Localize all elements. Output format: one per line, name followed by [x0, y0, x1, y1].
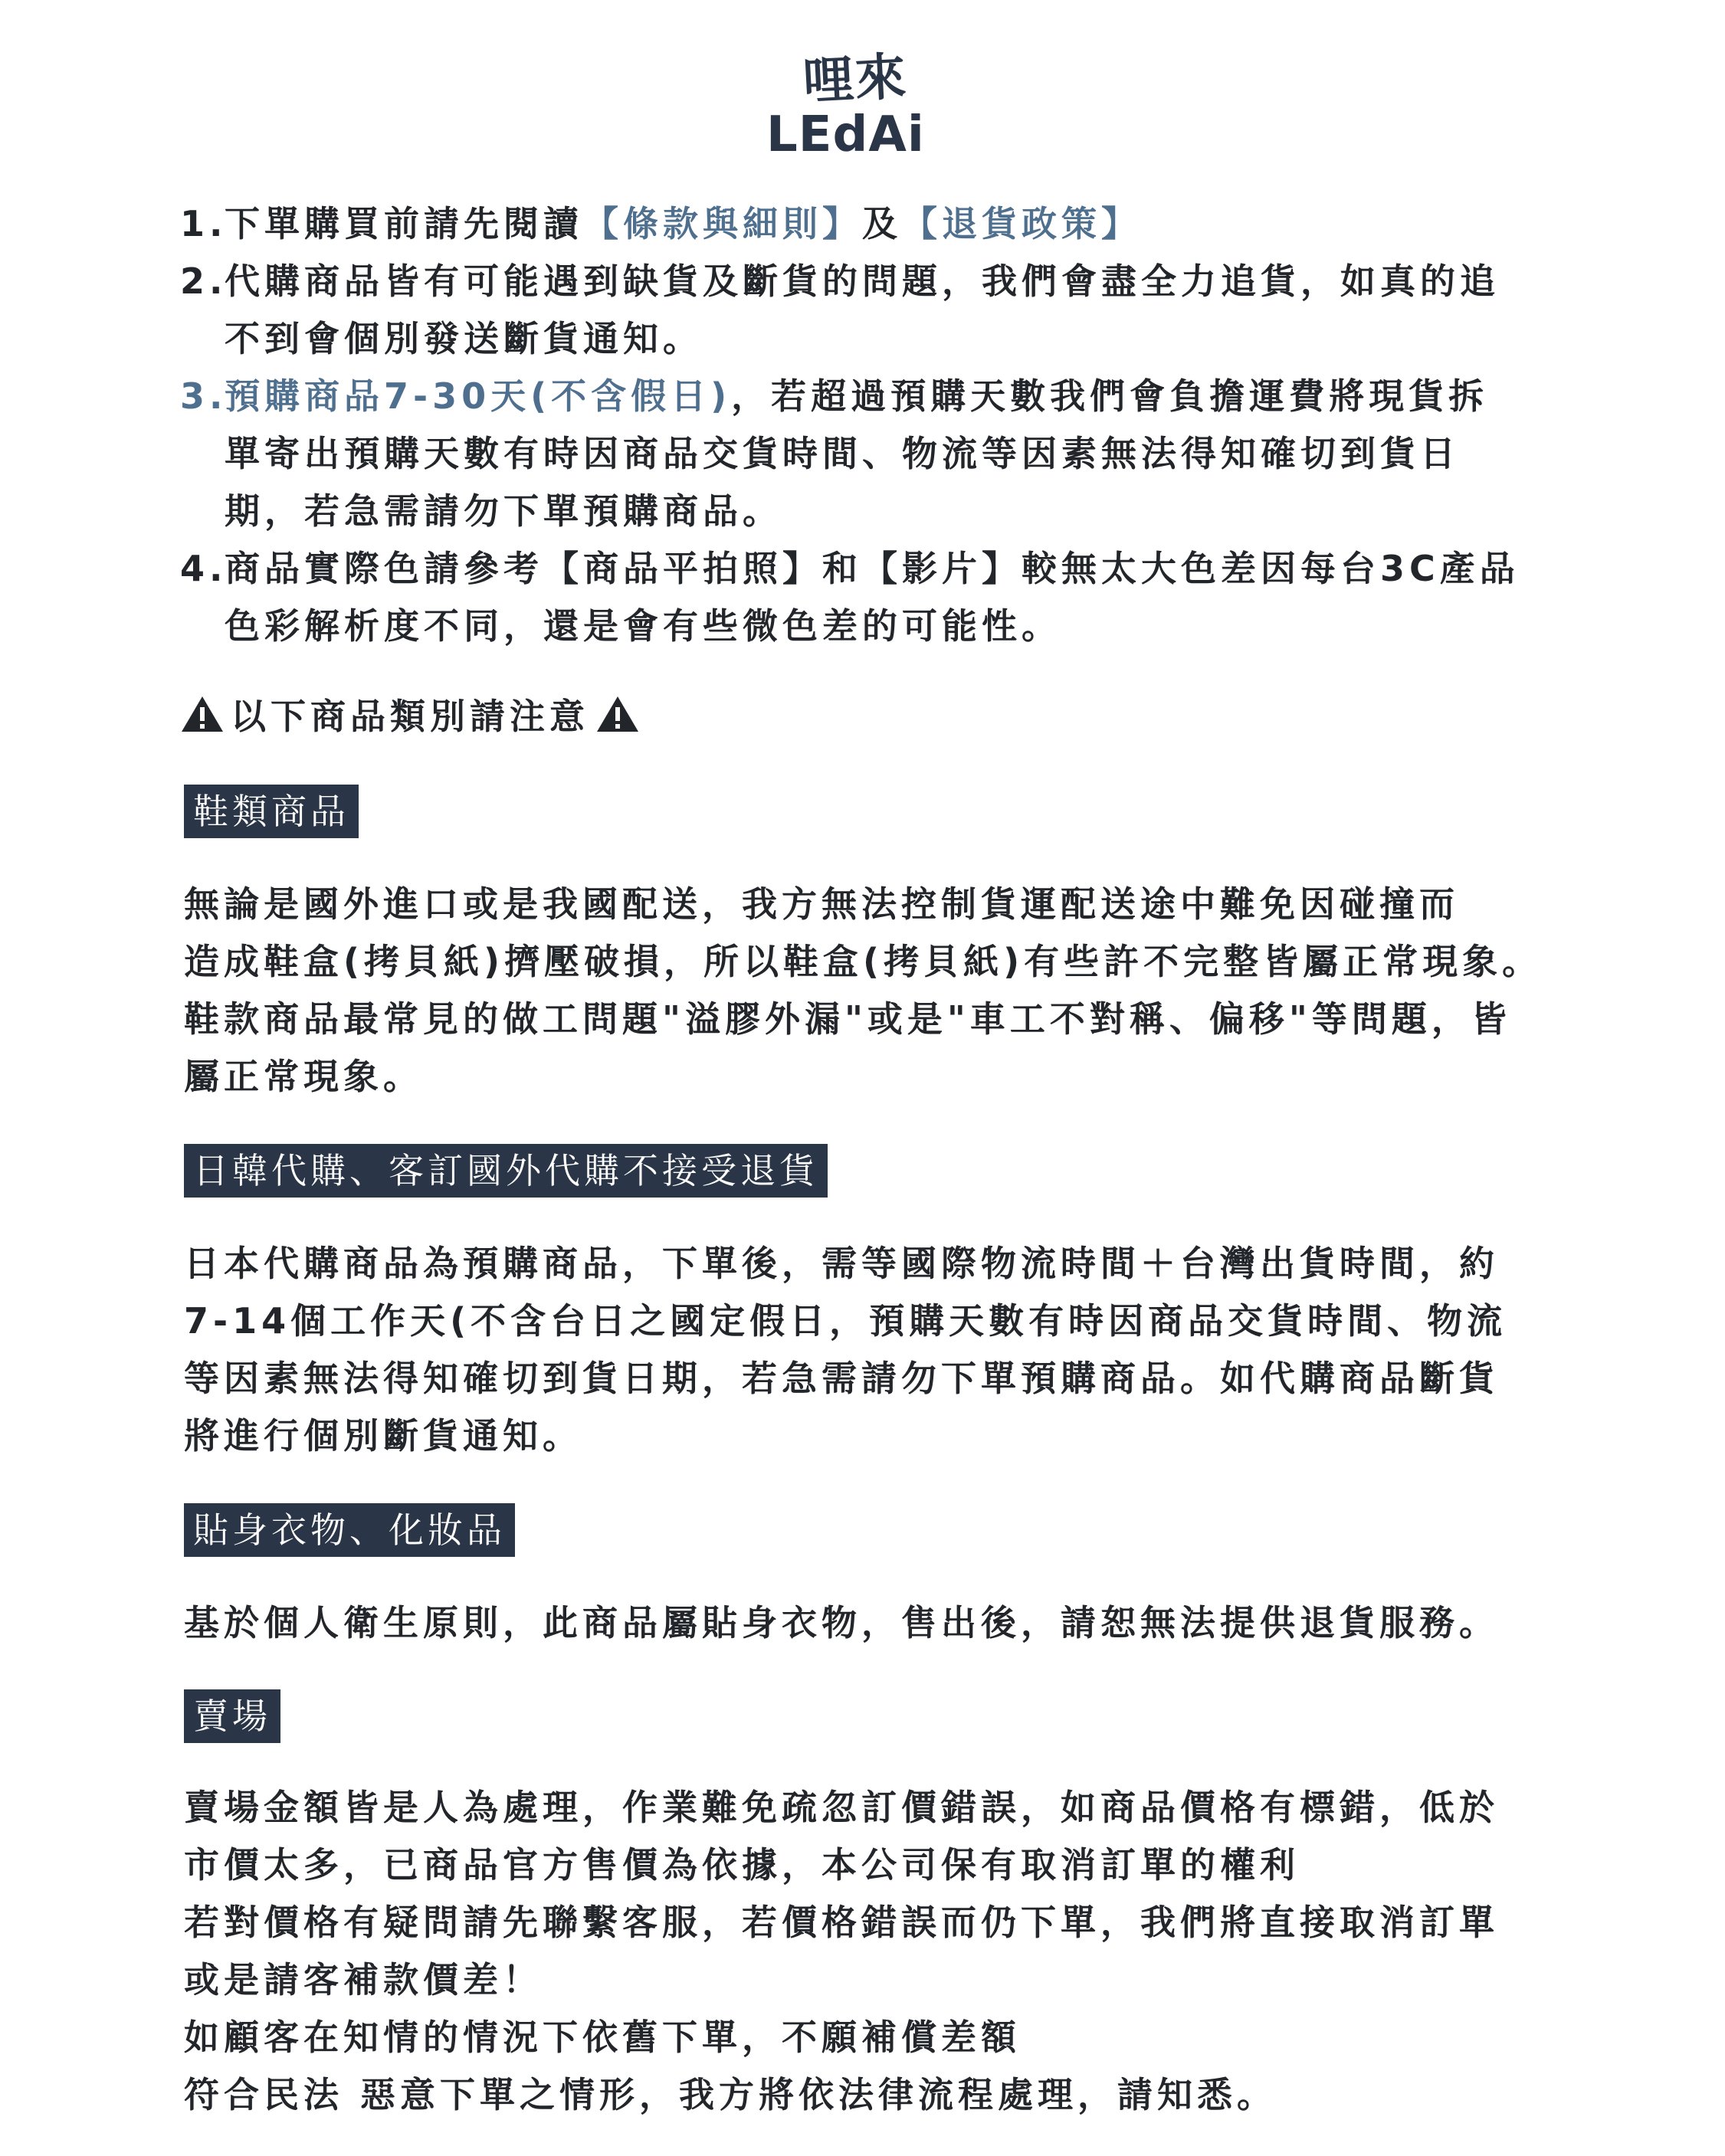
warning-triangle-icon — [180, 694, 225, 734]
notice-line — [225, 195, 1559, 253]
section-line: 如顧客在知情的情況下依舊下單，不願補償差額 — [184, 2017, 1021, 2058]
notice-line — [225, 425, 1559, 483]
section-line: 鞋款商品最常見的做工問題"溢膠外漏"或是"車工不對稱、偏移"等問題，皆 — [184, 998, 1511, 1040]
notice-item — [180, 368, 1559, 540]
section-body-intimates-cosmetics — [184, 1594, 1563, 1652]
section-body-overseas-purchase — [184, 1235, 1563, 1465]
section-title-store: 賣場 — [184, 1689, 280, 1743]
notice-line — [225, 483, 1559, 540]
section-title-overseas-purchase: 日韓代購、客訂國外代購不接受退貨 — [184, 1144, 828, 1198]
section-line: 基於個人衛生原則，此商品屬貼身衣物，售出後，請恕無法提供退貨服務。 — [184, 1602, 1499, 1643]
notice-line — [225, 540, 1559, 598]
notice-text: 代購商品皆有可能遇到缺貨及斷貨的問題，我們會盡全力追貨，如真的追 — [225, 260, 1500, 302]
section-title-shoes: 鞋類商品 — [184, 785, 359, 838]
notice-number: 3. — [180, 375, 228, 417]
notice-text: 商品實際色請參考【商品平拍照】和【影片】較無太大色差因每台3C產品 — [225, 548, 1520, 589]
notice-text: 色彩解析度不同，還是會有些微色差的可能性。 — [225, 605, 1061, 647]
section-line: 等因素無法得知確切到貨日期，若急需請勿下單預購商品。如代購商品斷貨 — [184, 1358, 1499, 1399]
notice-number: 2. — [180, 260, 228, 302]
notice-text: 下單購買前請先閱讀 — [225, 203, 583, 244]
section-line: 符合民法 惡意下單之情形，我方將依法律流程處理，請知悉。 — [184, 2074, 1277, 2115]
category-warning — [180, 687, 640, 741]
brand-logo — [766, 47, 958, 169]
notice-number: 4. — [180, 548, 228, 589]
section-line: 造成鞋盒(拷貝紙)擠壓破損，所以鞋盒(拷貝紙)有些許不完整皆屬正常現象。 — [184, 941, 1543, 982]
warning-triangle-icon — [595, 694, 640, 734]
section-body-store — [184, 1779, 1563, 2124]
section-line: 或是請客補款價差！ — [184, 1959, 543, 2000]
notice-line — [225, 368, 1559, 425]
section-title-intimates-cosmetics: 貼身衣物、化妝品 — [184, 1503, 515, 1557]
notice-text: 不到會個別發送斷貨通知。 — [225, 318, 703, 359]
notice-item — [180, 253, 1559, 368]
logo-chinese-text: 哩來 — [802, 47, 909, 112]
section-line: 無論是國外進口或是我國配送，我方無法控制貨運配送途中難免因碰撞而 — [184, 883, 1459, 925]
notice-highlight-text: 【條款與細則】 — [583, 203, 862, 244]
notice-text: 及 — [862, 203, 902, 244]
section-body-shoes — [184, 876, 1563, 1106]
notice-line — [225, 598, 1559, 655]
notice-text: ，若超過預購天數我們會負擔運費將現貨拆 — [731, 375, 1489, 417]
warning-text: 以下商品類別請注意 — [231, 696, 589, 737]
section-line: 日本代購商品為預購商品，下單後，需等國際物流時間＋台灣出貨時間，約 — [184, 1243, 1499, 1284]
notice-number: 1. — [180, 203, 228, 244]
notice-item — [180, 195, 1559, 253]
notice-item — [180, 540, 1559, 655]
notice-highlight-text: 預購商品7-30天(不含假日) — [225, 375, 732, 417]
notice-list — [180, 195, 1559, 655]
notice-text: 期，若急需請勿下單預購商品。 — [225, 490, 782, 532]
logo-english-text: LEdAi — [766, 106, 925, 163]
notice-highlight-text: 【退貨政策】 — [902, 203, 1141, 244]
section-line: 屬正常現象。 — [184, 1056, 423, 1097]
section-line: 將進行個別斷貨通知。 — [184, 1415, 582, 1456]
section-line: 7-14個工作天(不含台日之國定假日，預購天數有時因商品交貨時間、物流 — [184, 1300, 1507, 1342]
section-line: 若對價格有疑問請先聯繫客服，若價格錯誤而仍下單，我們將直接取消訂單 — [184, 1902, 1499, 1943]
section-line: 賣場金額皆是人為處理，作業難免疏忽訂價錯誤，如商品價格有標錯，低於 — [184, 1787, 1499, 1828]
section-line: 市價太多，已商品官方售價為依據，本公司保有取消訂單的權利 — [184, 1844, 1300, 1886]
notice-line — [225, 253, 1559, 310]
notice-line — [225, 310, 1559, 368]
notice-text: 單寄出預購天數有時因商品交貨時間、物流等因素無法得知確切到貨日 — [225, 433, 1460, 474]
